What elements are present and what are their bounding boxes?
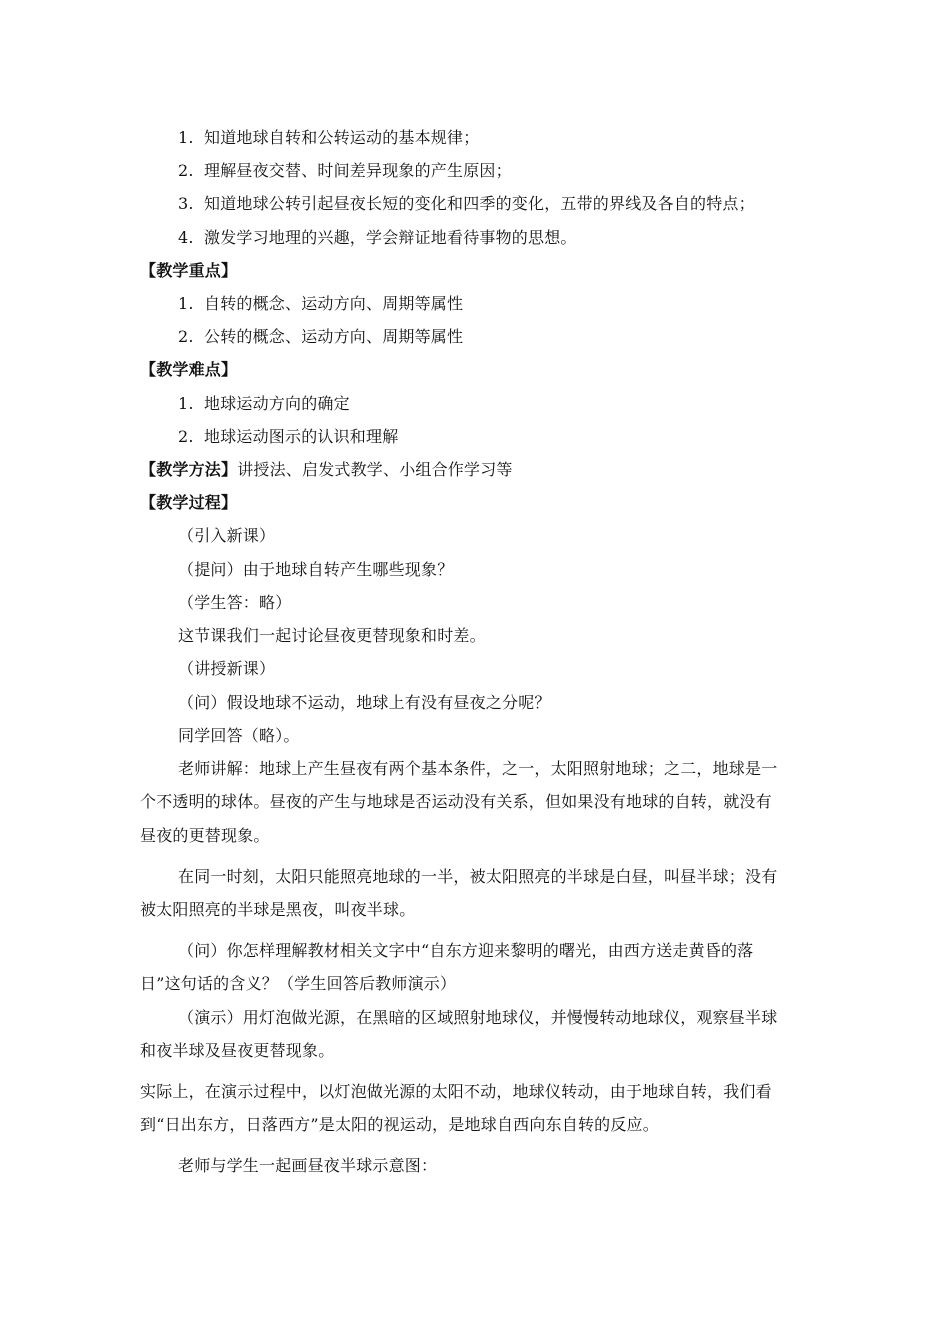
process-line: 个不透明的球体。昼夜的产生与地球是否运动没有关系，但如果没有地球的自转，就没有 bbox=[140, 792, 772, 811]
difficulties-heading: 【教学难点】 bbox=[140, 360, 238, 379]
process-line: （提问）由于地球自转产生哪些现象？ bbox=[178, 560, 454, 579]
process-line: 在同一时刻，太阳只能照亮地球的一半，被太阳照亮的半球是白昼，叫昼半球；没有 bbox=[178, 867, 778, 886]
key-point-2 bbox=[178, 327, 463, 347]
difficulty-number: 1. bbox=[178, 394, 194, 413]
difficulty-2 bbox=[178, 427, 398, 447]
key-point-number: 2. bbox=[178, 327, 194, 346]
objective-text: 知道地球公转引起昼夜长短的变化和四季的变化，五带的界线及各自的特点； bbox=[204, 194, 755, 213]
key-point-text: 公转的概念、运动方向、周期等属性 bbox=[204, 327, 464, 346]
objective-number: 2. bbox=[178, 161, 194, 180]
objective-number: 3. bbox=[178, 194, 194, 213]
objective-1 bbox=[178, 128, 479, 148]
difficulty-text: 地球运动图示的认识和理解 bbox=[204, 427, 399, 446]
key-point-number: 1. bbox=[178, 294, 194, 313]
process-line: 这节课我们一起讨论昼夜更替现象和时差。 bbox=[178, 626, 486, 645]
key-point-text: 自转的概念、运动方向、周期等属性 bbox=[204, 294, 464, 313]
methods-line bbox=[140, 460, 513, 480]
process-line: 同学回答（略）。 bbox=[178, 726, 300, 745]
process-line: （引入新课） bbox=[178, 526, 276, 545]
methods-heading: 【教学方法】 bbox=[140, 460, 238, 479]
objective-number: 1. bbox=[178, 128, 194, 147]
key-point-1 bbox=[178, 294, 463, 314]
process-line: 被太阳照亮的半球是黑夜，叫夜半球。 bbox=[140, 900, 416, 919]
process-line: 日”这句话的含义？（学生回答后教师演示） bbox=[140, 974, 457, 993]
process-line: （问）假设地球不运动，地球上有没有昼夜之分呢？ bbox=[178, 693, 551, 712]
process-line: 到“日出东方，日落西方”是太阳的视运动，是地球自西向东自转的反应。 bbox=[140, 1115, 659, 1134]
objective-3 bbox=[178, 194, 755, 214]
difficulty-text: 地球运动方向的确定 bbox=[204, 394, 350, 413]
objective-number: 4. bbox=[178, 228, 194, 247]
process-line: （演示）用灯泡做光源，在黑暗的区域照射地球仪，并慢慢转动地球仪，观察昼半球 bbox=[178, 1008, 778, 1027]
objective-text: 知道地球自转和公转运动的基本规律； bbox=[204, 128, 480, 147]
process-heading: 【教学过程】 bbox=[140, 493, 238, 512]
process-line: （问）你怎样理解教材相关文字中“自东方迎来黎明的曙光，由西方送走黄昏的落 bbox=[178, 941, 754, 960]
process-line: 和夜半球及昼夜更替现象。 bbox=[140, 1041, 335, 1060]
difficulty-1 bbox=[178, 394, 350, 414]
objective-2 bbox=[178, 161, 512, 181]
difficulty-number: 2. bbox=[178, 427, 194, 446]
process-line: 昼夜的更替现象。 bbox=[140, 826, 270, 845]
objective-text: 激发学习地理的兴趣，学会辩证地看待事物的思想。 bbox=[204, 228, 577, 247]
process-line: （学生答：略） bbox=[178, 593, 292, 612]
methods-text: 讲授法、启发式教学、小组合作学习等 bbox=[237, 460, 513, 479]
objective-text: 理解昼夜交替、时间差异现象的产生原因； bbox=[204, 161, 512, 180]
process-line: 老师与学生一起画昼夜半球示意图： bbox=[178, 1156, 438, 1175]
key-points-heading: 【教学重点】 bbox=[140, 261, 238, 280]
process-line: （讲授新课） bbox=[178, 659, 276, 678]
objective-4 bbox=[178, 228, 577, 248]
process-line: 老师讲解：地球上产生昼夜有两个基本条件，之一，太阳照射地球；之二，地球是一 bbox=[178, 759, 778, 778]
process-line: 实际上，在演示过程中，以灯泡做光源的太阳不动，地球仪转动，由于地球自转，我们看 bbox=[140, 1082, 772, 1101]
